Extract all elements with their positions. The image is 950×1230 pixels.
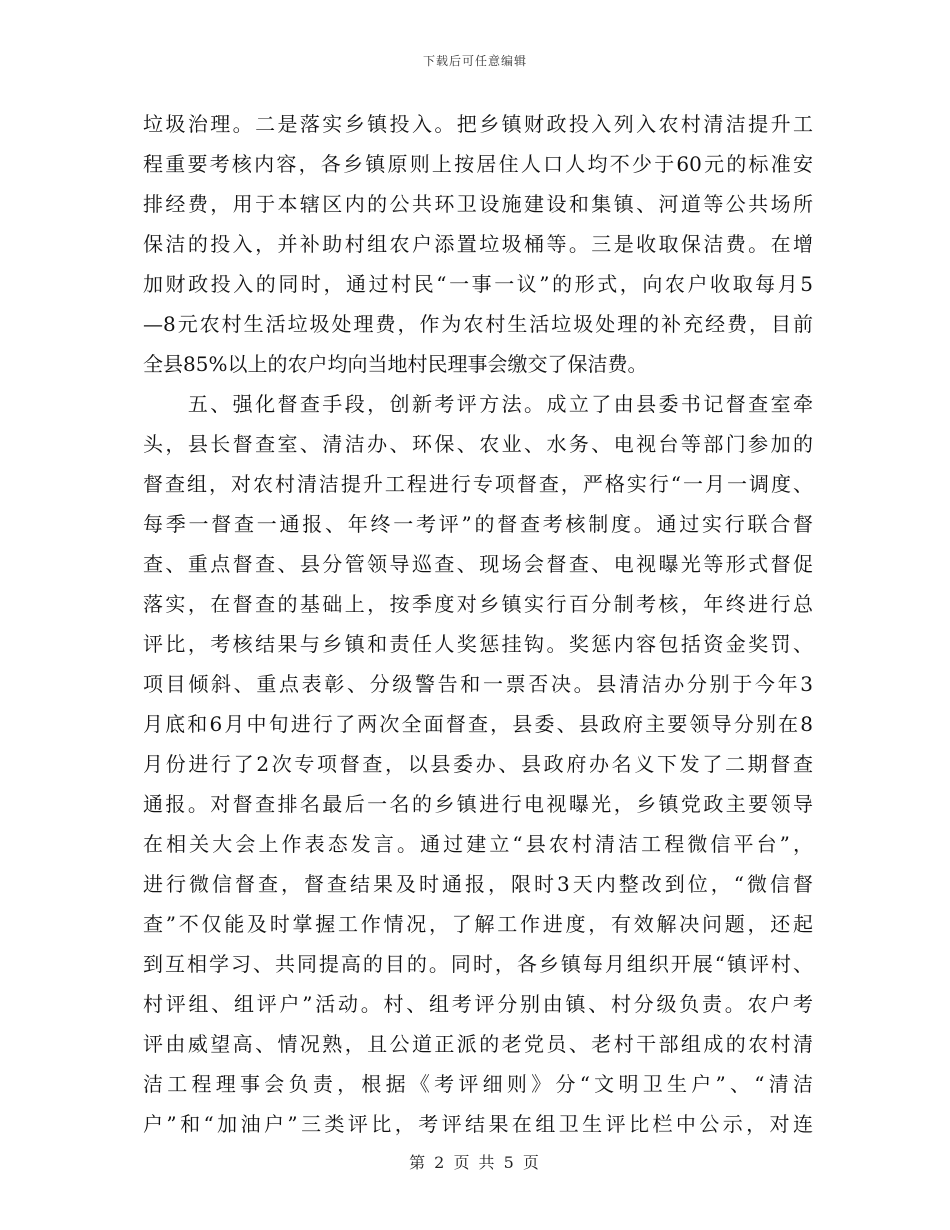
text-line: 五、强化督查手段，创新考评方法。成立了由县委书记督查室牵 bbox=[143, 392, 813, 416]
text-line: 查、重点督查、县分管领导巡查、现场会督查、电视曝光等形式督促 bbox=[143, 552, 813, 576]
text-line: 保洁的投入，并补助村组农户添置垃圾桶等。三是收取保洁费。在增 bbox=[143, 232, 813, 256]
text-line: 项目倾斜、重点表彰、分级警告和一票否决。县清洁办分别于今年3 bbox=[143, 672, 813, 696]
text-line: 程重要考核内容，各乡镇原则上按居住人口人均不少于60元的标准安 bbox=[143, 152, 813, 176]
text-line: 每季一督查一通报、年终一考评”的督查考核制度。通过实行联合督 bbox=[143, 512, 813, 536]
text-line: 头，县长督查室、清洁办、环保、农业、水务、电视台等部门参加的 bbox=[143, 432, 813, 456]
document-body bbox=[143, 104, 813, 1144]
text-line: 排经费，用于本辖区内的公共环卫设施建设和集镇、河道等公共场所 bbox=[143, 192, 813, 216]
text-line: 到互相学习、共同提高的目的。同时，各乡镇每月组织开展“镇评村、 bbox=[143, 952, 813, 976]
page-header: 下载后可任意编辑 bbox=[422, 54, 527, 68]
text-line: 督查组，对农村清洁提升工程进行专项督查，严格实行“一月一调度、 bbox=[143, 472, 813, 496]
text-line: 落实，在督查的基础上，按季度对乡镇实行百分制考核，年终进行总 bbox=[143, 592, 813, 616]
text-line: 垃圾治理。二是落实乡镇投入。把乡镇财政投入列入农村清洁提升工 bbox=[143, 112, 813, 136]
page-footer: 第 2 页 共 5 页 bbox=[409, 1153, 541, 1172]
text-line: —8元农村生活垃圾处理费，作为农村生活垃圾处理的补充经费，目前 bbox=[143, 312, 813, 336]
text-line: 通报。对督查排名最后一名的乡镇进行电视曝光，乡镇党政主要领导 bbox=[143, 792, 813, 816]
text-line: 户”和“加油户”三类评比，考评结果在组卫生评比栏中公示，对连 bbox=[143, 1112, 813, 1136]
text-line: 全县85%以上的农户均向当地村民理事会缴交了保洁费。 bbox=[143, 352, 648, 376]
text-line: 洁工程理事会负责，根据《考评细则》分“文明卫生户”、“清洁 bbox=[143, 1072, 813, 1096]
text-line: 村评组、组评户”活动。村、组考评分别由镇、村分级负责。农户考 bbox=[143, 992, 813, 1016]
text-line: 进行微信督查，督查结果及时通报，限时3天内整改到位，“微信督 bbox=[143, 872, 813, 896]
text-line: 查”不仅能及时掌握工作情况，了解工作进度，有效解决问题，还起 bbox=[143, 912, 813, 936]
text-line: 评由威望高、情况熟，且公道正派的老党员、老村干部组成的农村清 bbox=[143, 1032, 813, 1056]
text-line: 评比，考核结果与乡镇和责任人奖惩挂钩。奖惩内容包括资金奖罚、 bbox=[143, 632, 813, 656]
text-line: 月份进行了2次专项督查，以县委办、县政府办名义下发了二期督查 bbox=[143, 752, 813, 776]
text-line: 月底和6月中旬进行了两次全面督查，县委、县政府主要领导分别在8 bbox=[143, 712, 813, 736]
text-line: 加财政投入的同时，通过村民“一事一议”的形式，向农户收取每月5 bbox=[143, 272, 813, 296]
text-line: 在相关大会上作表态发言。通过建立“县农村清洁工程微信平台”， bbox=[143, 832, 813, 856]
